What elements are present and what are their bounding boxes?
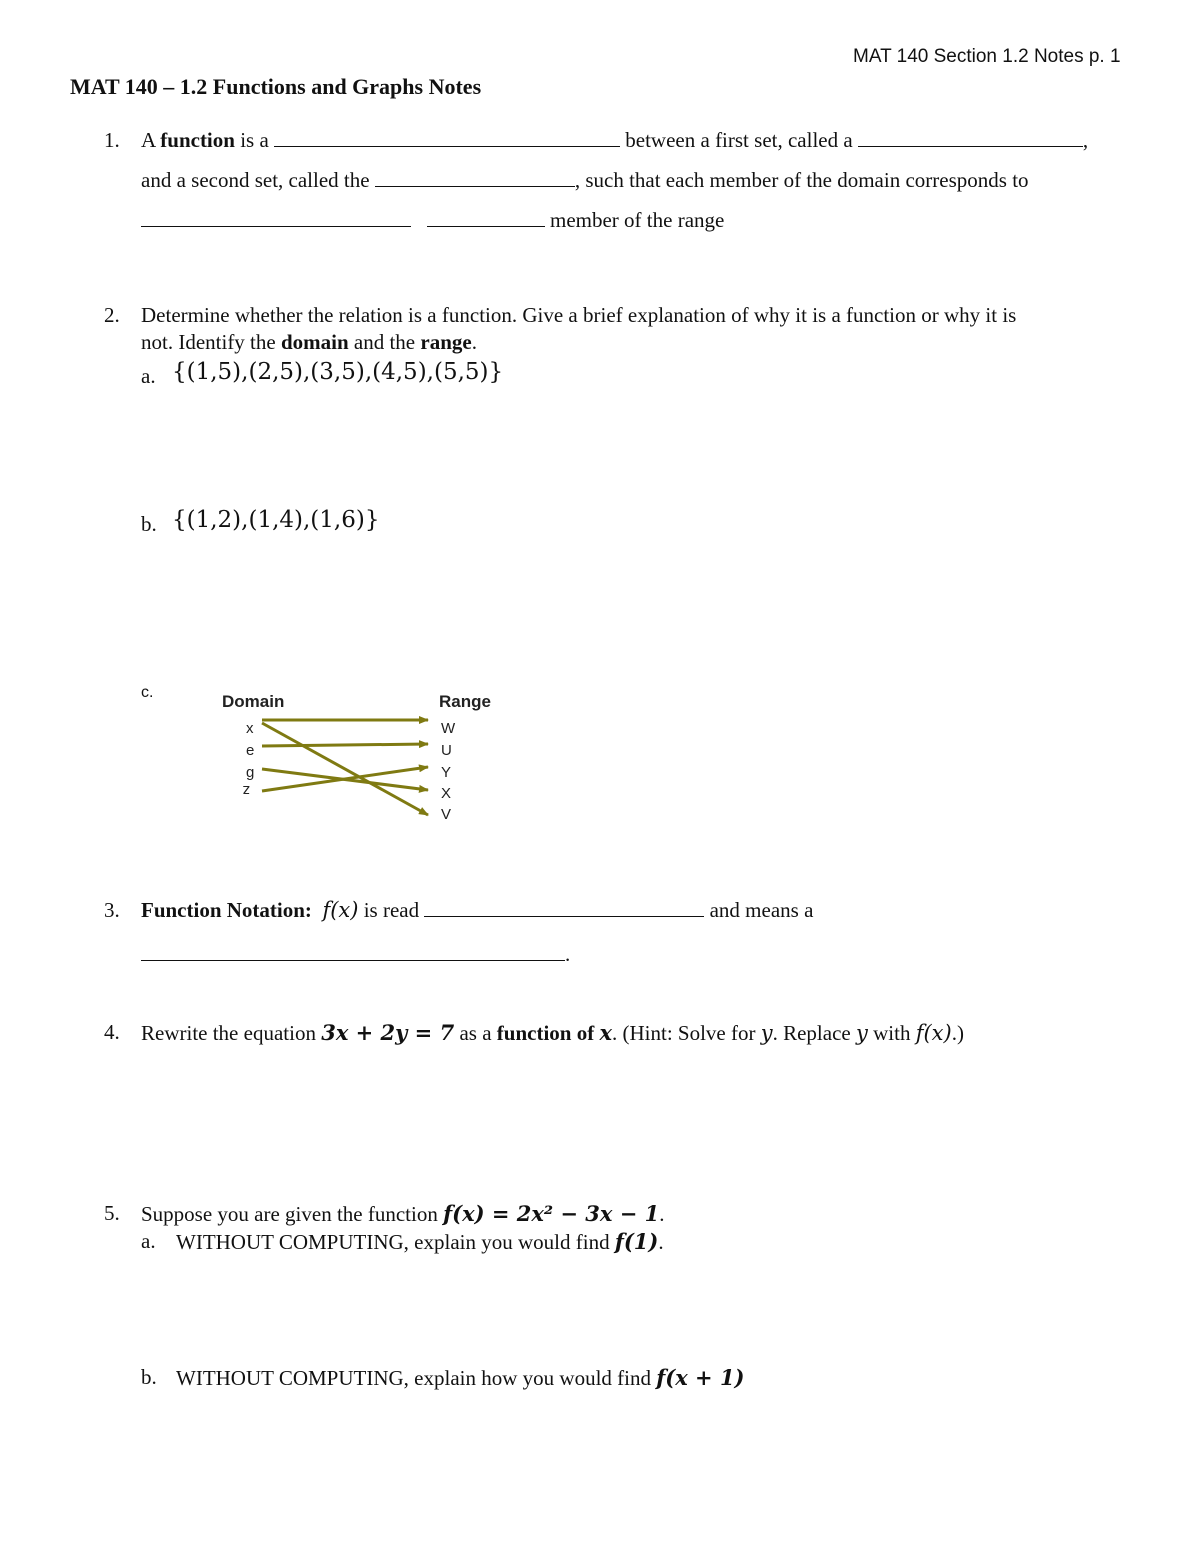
answer-blank[interactable] bbox=[141, 208, 411, 227]
q3-fx: f(x) bbox=[322, 898, 359, 922]
q2c-label: c. bbox=[141, 684, 154, 701]
q3-text: is read bbox=[358, 898, 425, 922]
q4-function-of-term: function of bbox=[496, 1021, 600, 1045]
q5a-line bbox=[176, 1229, 664, 1255]
q2-domain-term: domain bbox=[280, 330, 349, 354]
question-3-number: 3. bbox=[104, 898, 120, 922]
question-4-line bbox=[141, 1020, 964, 1046]
q5-function: f(x) = 2x² − 3x − 1 bbox=[443, 1201, 660, 1226]
question-1-line-2 bbox=[141, 168, 1029, 193]
answer-blank[interactable] bbox=[141, 942, 565, 961]
q2a-relation-set: {(1,5),(2,5),(3,5),(4,5),(5,5)} bbox=[172, 359, 504, 385]
page-title: MAT 140 – 1.2 Functions and Graphs Notes bbox=[70, 74, 482, 99]
q2-range-term: range bbox=[420, 330, 472, 354]
domain-item-e: e bbox=[246, 742, 255, 759]
answer-blank[interactable] bbox=[858, 128, 1083, 147]
q1-text: , bbox=[1082, 128, 1089, 152]
q2-text: and the bbox=[348, 330, 421, 354]
question-2-line-2 bbox=[141, 330, 477, 355]
q1-text: , such that each member of the domain corresponds to bbox=[574, 168, 1029, 192]
range-item-X: X bbox=[441, 785, 452, 802]
q5b-label: b. bbox=[141, 1365, 157, 1389]
range-header: Range bbox=[439, 692, 491, 711]
q5-text: . bbox=[659, 1202, 665, 1226]
q4-text: Rewrite the equation bbox=[141, 1021, 322, 1045]
domain-item-g: g bbox=[246, 764, 255, 781]
q5a-expr: f(1) bbox=[614, 1229, 659, 1254]
q5b-line bbox=[176, 1365, 745, 1391]
function-notation-label: Function Notation: bbox=[141, 898, 312, 922]
q1-text: A bbox=[141, 128, 161, 152]
q4-y: y bbox=[760, 1021, 773, 1045]
q2-text: not. Identify the bbox=[141, 330, 281, 354]
q1-text: is a bbox=[234, 128, 275, 152]
q4-y: y bbox=[855, 1021, 868, 1045]
question-3-line-1 bbox=[141, 898, 813, 923]
q5a-label: a. bbox=[141, 1229, 156, 1253]
question-1-line-1 bbox=[141, 128, 1088, 153]
answer-blank[interactable] bbox=[375, 168, 575, 187]
q3-text: . bbox=[565, 942, 571, 966]
q4-text: . (Hint: Solve for bbox=[612, 1021, 761, 1045]
q2b-relation-set: {(1,2),(1,4),(1,6)} bbox=[172, 507, 380, 533]
question-5-line bbox=[141, 1201, 665, 1227]
q5a-text: WITHOUT COMPUTING, explain you would find bbox=[176, 1230, 615, 1254]
q1-text: between a first set, called a bbox=[620, 128, 858, 152]
range-item-V: V bbox=[441, 806, 452, 823]
question-3-line-2 bbox=[141, 942, 570, 967]
question-5-number: 5. bbox=[104, 1201, 120, 1225]
q4-equation: 3x + 2y = 7 bbox=[321, 1020, 455, 1045]
question-2-number: 2. bbox=[104, 303, 120, 327]
question-2-line-1: Determine whether the relation is a function. Give a brief explanation of why it is a function or why it is bbox=[141, 303, 1017, 327]
q4-text: with bbox=[867, 1021, 916, 1045]
question-4-number: 4. bbox=[104, 1020, 120, 1044]
q5a-text: . bbox=[658, 1230, 664, 1254]
q4-text: . Replace bbox=[772, 1021, 856, 1045]
domain-header: Domain bbox=[222, 692, 285, 711]
range-item-U: U bbox=[441, 742, 452, 759]
arrow-e-to-U bbox=[262, 744, 428, 746]
q1-text: and a second set, called the bbox=[141, 168, 375, 192]
q2a-label: a. bbox=[141, 364, 156, 388]
question-1-line-3 bbox=[141, 208, 724, 233]
q4-text: .) bbox=[951, 1021, 964, 1045]
arrow-x-to-V bbox=[262, 723, 428, 815]
q2-text: . bbox=[471, 330, 477, 354]
domain-item-x: x bbox=[246, 720, 254, 737]
q5b-expr: f(x + 1) bbox=[656, 1365, 745, 1390]
answer-blank[interactable] bbox=[424, 898, 704, 917]
q2b-label: b. bbox=[141, 512, 157, 536]
answer-blank[interactable] bbox=[427, 208, 545, 227]
domain-item-z: z bbox=[242, 782, 250, 799]
q4-text: as a bbox=[454, 1021, 497, 1045]
q4-x: x bbox=[599, 1020, 612, 1045]
q1-function-term: function bbox=[160, 128, 235, 152]
q5b-text: WITHOUT COMPUTING, explain how you would find bbox=[176, 1366, 657, 1390]
q3-text: and means a bbox=[704, 898, 814, 922]
mapping-diagram bbox=[200, 680, 520, 830]
range-item-Y: Y bbox=[441, 764, 452, 781]
q5-text: Suppose you are given the function bbox=[141, 1202, 444, 1226]
q4-fx: f(x) bbox=[915, 1021, 952, 1045]
q1-text: member of the range bbox=[544, 208, 725, 232]
answer-blank[interactable] bbox=[274, 128, 620, 147]
page-header: MAT 140 Section 1.2 Notes p. 1 bbox=[853, 46, 1121, 67]
question-1-number: 1. bbox=[104, 128, 120, 152]
range-item-W: W bbox=[441, 720, 456, 737]
